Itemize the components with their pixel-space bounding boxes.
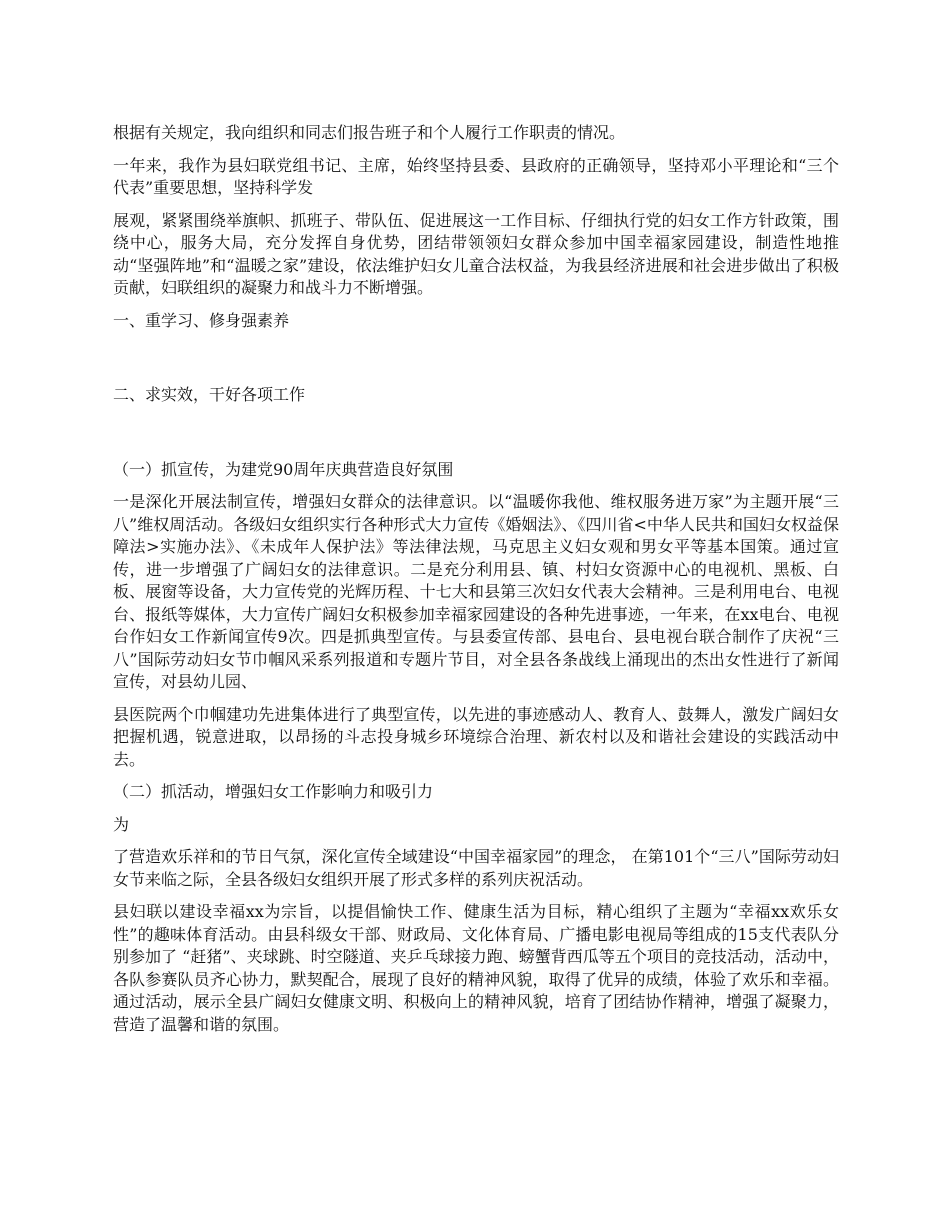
paragraph-publicity: 一是深化开展法制宣传，增强妇女群众的法律意识。以“温暖你我他、维权服务进万家”为主题开展“三八”维权周活动。各级妇女组织实行各种形式大力宣传《婚姻法》、《四川省<中华人民共和国妇女权益保障法>实施办法》、《未成年人保护法》等法律法规，马克思主义妇女观和男女平等基本国策。通过宣传，进一步增强了广阔妇女的法律意识。二是充分利用县、镇、村妇女资源中心的电视机、黑板、白板、展窗等设备，大力宣传党的光辉历程、十七大和县第三次妇女代表大会精神。三是利用电台、电视台、报纸等媒体，大力宣传广阔妇女积极参加幸福家园建设的各种先进事迹，一年来，在xx电台、电视台作妇女工作新闻宣传9次。四是抓典型宣传。与县委宣传部、县电台、县电视台联合制作了庆祝“三八”国际劳动妇女节巾帼风采系列报道和专题片节目，对全县各条战线上涌现出的杰出女性进行了新闻宣传，对县幼儿园、 — [113, 492, 839, 691]
paragraph-fragment: 为 — [113, 814, 130, 834]
paragraph-womens-day: 了营造欢乐祥和的节日气氛，深化宣传全域建设“中国幸福家园”的理念， 在第101个“三八”国际劳动妇女节来临之际，全县各级妇女组织开展了形式多样的系列庆祝活动。 — [113, 847, 839, 889]
blank-space — [113, 342, 839, 384]
paragraph-sports-activity: 县妇联以建设幸福xx为宗旨，以提倡愉快工作、健康生活为目标，精心组织了主题为“幸福xx欢乐女性”的趣味体育活动。由县科级女干部、财政局、文化体育局、广播电影电视局等组成的15支代表队分别参加了 “赶猪”、夹球跳、时空隧道、夹乒乓球接力跑、螃蟹背西瓜等五个项目的竞技活动，活动中，各队参赛队员齐心协力，默契配合，展现了良好的精神风貌，取得了优异的成绩，体验了欢乐和幸福。通过活动，展示全县广阔妇女健康文明、积极向上的精神风貌，培育了团结协作精神，增强了凝聚力，营造了温馨和谐的氛围。 — [113, 902, 839, 1034]
paragraph-intro: 根据有关规定，我向组织和同志们报告班子和个人履行工作职责的情况。 — [113, 123, 626, 142]
section-heading-work: 二、求实效，干好各项工作 — [113, 385, 306, 404]
document-body — [113, 122, 839, 1046]
paragraph-overview: 一年来，我作为县妇联党组书记、主席，始终坚持县委、县政府的正确领导，坚持邓小平理论和“三个代表”重要思想，坚持科学发 — [113, 155, 839, 197]
subsection-heading-activities: （二）抓活动，增强妇女工作影响力和吸引力 — [113, 782, 434, 801]
section-heading-study: 一、重学习、修身强素养 — [113, 310, 290, 330]
paragraph-publicity-continued: 县医院两个巾帼建功先进集体进行了典型宣传，以先进的事迹感动人、教育人、鼓舞人，激发广阔妇女把握机遇，锐意进取，以昂扬的斗志投身城乡环境综合治理、新农村以及和谐社会建设的实践活动中去。 — [113, 704, 839, 769]
subsection-heading-publicity: （一）抓宣传，为建党90周年庆典营造良好氛围 — [113, 459, 454, 479]
paragraph-overview-continued: 展观，紧紧围绕举旗帜、抓班子、带队伍、促进展这一工作目标、仔细执行党的妇女工作方针政策，围绕中心，服务大局，充分发挥自身优势，团结带领领妇女群众参加中国幸福家园建设，制造性地推动“坚强阵地”和“温暖之家”建设，依法维护妇女儿童合法权益，为我县经济进展和社会进步做出了积极贡献，妇联组织的凝聚力和战斗力不断增强。 — [113, 210, 839, 297]
blank-space — [113, 417, 839, 459]
